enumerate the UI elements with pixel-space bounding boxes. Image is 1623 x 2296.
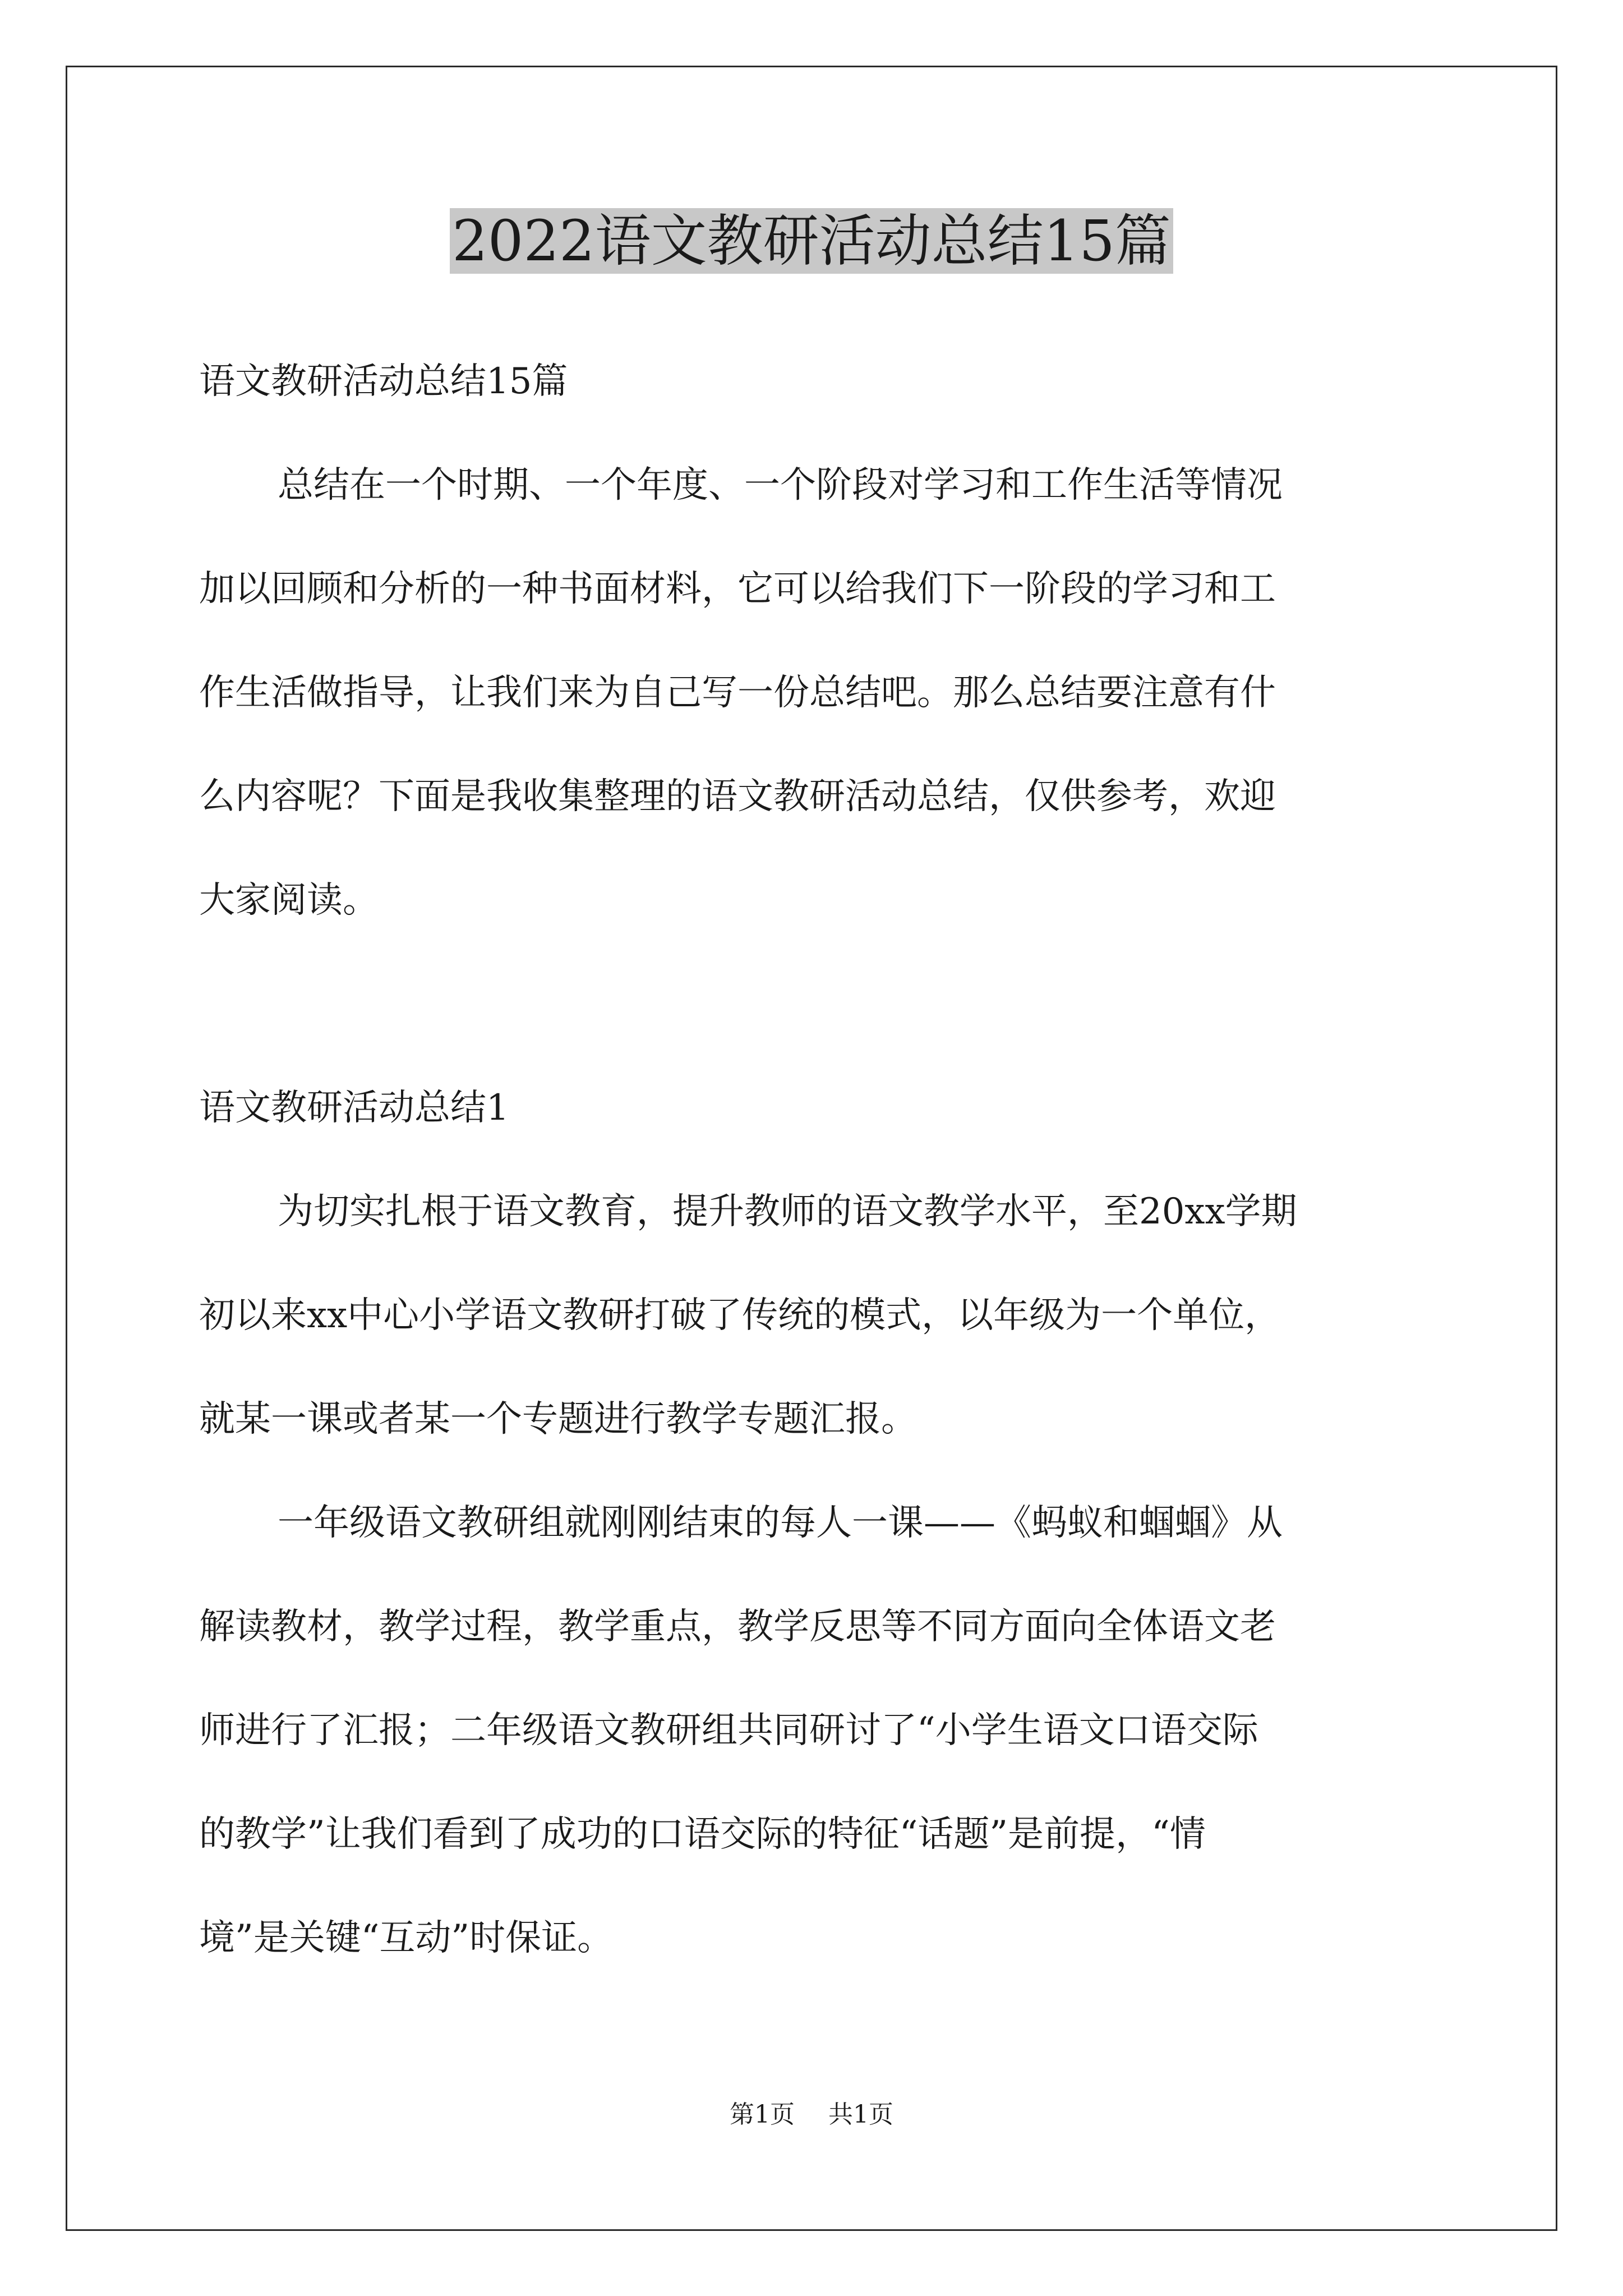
paragraph-line: 为切实扎根于语文教育，提升教师的语文教学水平，至20xx学期	[278, 1191, 1297, 1232]
section-heading: 语文教研活动总结1	[199, 1087, 509, 1129]
intro-line: 大家阅读。	[199, 880, 379, 921]
subtitle: 语文教研活动总结15篇	[199, 361, 568, 402]
page-total: 共1页	[828, 2100, 893, 2129]
document-title-text: 2022语文教研活动总结15篇	[450, 208, 1173, 274]
paragraph-line: 的教学”让我们看到了成功的口语交际的特征“话题”是前提，“情	[199, 1814, 1206, 1855]
paragraph-line: 初以来xx中心小学语文教研打破了传统的模式，以年级为一个单位，	[199, 1295, 1281, 1336]
intro-line: 总结在一个时期、一个年度、一个阶段对学习和工作生活等情况	[278, 464, 1283, 506]
document-title	[0, 199, 1623, 283]
intro-line: 加以回顾和分析的一种书面材料，它可以给我们下一阶段的学习和工	[199, 568, 1276, 610]
paragraph-line: 师进行了汇报；二年级语文教研组共同研讨了“小学生语文口语交际	[199, 1710, 1258, 1751]
page-number: 第1页	[730, 2100, 795, 2129]
intro-line: 作生活做指导，让我们来为自己写一份总结吧。那么总结要注意有什	[199, 672, 1276, 714]
paragraph-line: 境”是关键“互动”时保证。	[199, 1917, 614, 1959]
paragraph-line: 解读教材，教学过程，教学重点，教学反思等不同方面向全体语文老	[199, 1606, 1276, 1648]
page-footer	[0, 2098, 1623, 2132]
paragraph-line: 就某一课或者某一个专题进行教学专题汇报。	[199, 1398, 917, 1440]
intro-line: 么内容呢？下面是我收集整理的语文教研活动总结，仅供参考，欢迎	[199, 776, 1276, 817]
paragraph-line: 一年级语文教研组就刚刚结束的每人一课——《蚂蚁和蝈蝈》从	[278, 1502, 1283, 1544]
